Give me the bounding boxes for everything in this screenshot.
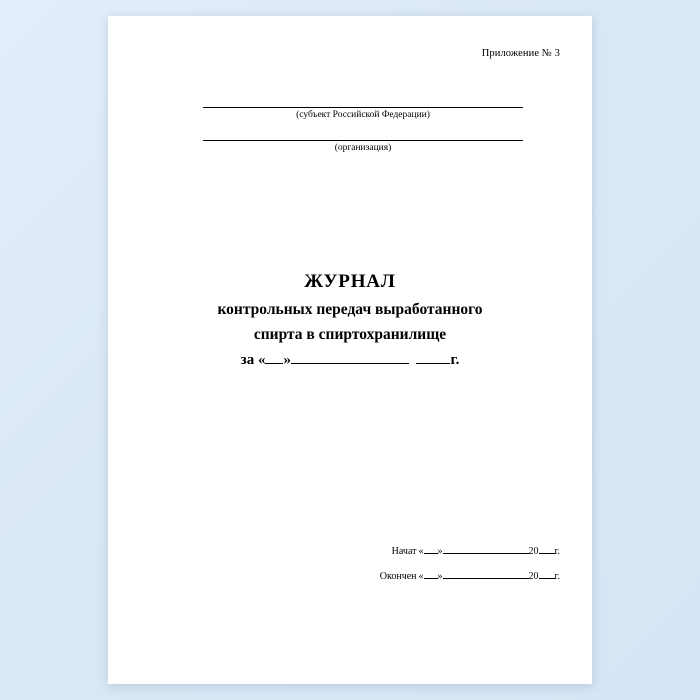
title-subline-2: спирта в спиртохранилище [253, 326, 447, 344]
document-page [108, 16, 592, 684]
finished-year-input[interactable] [539, 578, 555, 579]
title-period-line [108, 352, 592, 369]
field-organization [203, 139, 523, 153]
finished-label: Окончен [379, 571, 417, 582]
started-day-input[interactable] [424, 553, 438, 554]
finished-day-input[interactable] [424, 578, 438, 579]
started-year-prefix: 20 [528, 546, 539, 557]
appendix-number: Приложение № 3 [481, 48, 560, 59]
period-suffix: г. [450, 352, 460, 369]
finished-year-suffix: г. [554, 571, 560, 582]
started-quote-close: » [437, 546, 443, 557]
field-subject-caption: (субъект Российской Федерации) [296, 110, 430, 120]
finished-quote-open: « [418, 571, 424, 582]
field-organization-rule[interactable] [203, 139, 523, 141]
page-title: ЖУРНАЛ [304, 271, 396, 292]
started-date-input[interactable] [443, 553, 529, 554]
started-quote-open: « [418, 546, 424, 557]
field-organization-caption: (организация) [334, 143, 392, 153]
started-year-suffix: г. [554, 546, 560, 557]
title-subline-1: контрольных передач выработанного [217, 300, 483, 318]
document-content [108, 16, 592, 684]
document-title-block [108, 269, 592, 369]
field-subject [203, 106, 523, 120]
finished-quote-close: » [437, 571, 443, 582]
field-subject-rule[interactable] [203, 106, 523, 108]
period-quote-close: » [283, 352, 291, 369]
document-footer [108, 546, 592, 596]
period-day-input[interactable] [265, 363, 283, 364]
finished-year-prefix: 20 [528, 571, 539, 582]
started-year-input[interactable] [539, 553, 555, 554]
footer-row-finished [108, 571, 592, 582]
footer-row-started [108, 546, 592, 557]
period-month-input[interactable] [291, 363, 409, 364]
finished-date-input[interactable] [443, 578, 529, 579]
started-label: Начат [391, 546, 417, 557]
period-year-input[interactable] [416, 363, 450, 364]
period-prefix: за « [240, 352, 266, 369]
